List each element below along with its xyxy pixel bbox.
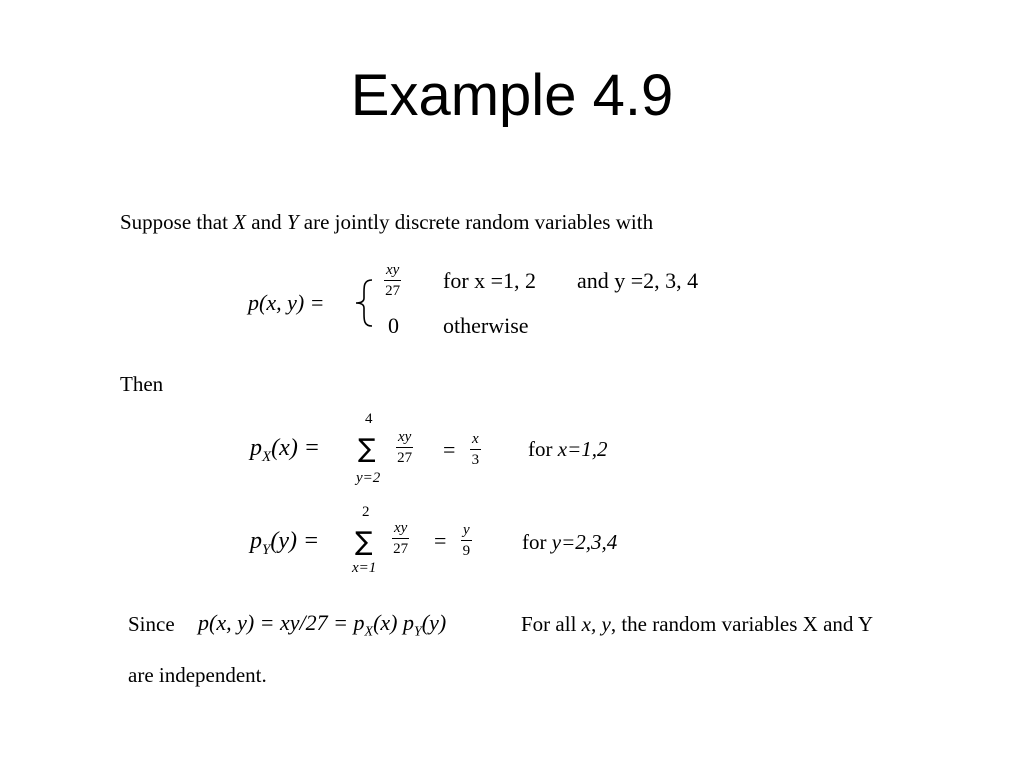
conclusion-for-all-suffix: , the random variables X and Y bbox=[610, 612, 874, 636]
marginal-x-frac2-den: 3 bbox=[471, 452, 480, 468]
marginal-y-frac2-num: y bbox=[461, 523, 472, 541]
marginal-x-sub: X bbox=[262, 448, 272, 465]
intro-and: and bbox=[246, 210, 287, 234]
joint-pmf-lhs: p(x, y) = bbox=[248, 290, 325, 315]
marginal-y-lhs bbox=[250, 528, 319, 559]
joint-case1-cond-a: for x =1, 2 bbox=[443, 268, 537, 293]
conclusion-eq-mid: (x) p bbox=[373, 610, 414, 635]
marginal-y-cond-prefix: for bbox=[522, 530, 552, 554]
conclusion-line2: are independent. bbox=[128, 663, 267, 687]
marginal-x-sum-lower: y=2 bbox=[356, 470, 381, 486]
summation-icon: ∑ bbox=[358, 434, 376, 464]
marginal-x-cond-value: x=1,2 bbox=[557, 437, 608, 461]
conclusion-for-all-vars: x, y bbox=[581, 612, 611, 636]
marginal-x-sum-upper: 4 bbox=[365, 411, 373, 427]
marginal-x-cond-prefix: for bbox=[528, 437, 558, 461]
joint-frac-den: 27 bbox=[385, 283, 401, 299]
conclusion-sub-y: Y bbox=[414, 624, 422, 640]
piecewise-brace-icon bbox=[342, 278, 382, 328]
marginal-y-condition bbox=[522, 530, 617, 555]
marginal-x-condition bbox=[528, 437, 608, 462]
marginal-y-sum-upper: 2 bbox=[362, 504, 370, 520]
marginal-y-sum-lower: x=1 bbox=[352, 560, 377, 576]
conclusion-eq-end: (y) bbox=[421, 610, 447, 635]
conclusion-for-all-prefix: For all bbox=[521, 612, 582, 636]
intro-sentence bbox=[120, 210, 653, 235]
slide-title: Example 4.9 bbox=[350, 63, 674, 128]
intro-suffix: are jointly discrete random variables with bbox=[298, 210, 654, 234]
marginal-x-frac1-den: 27 bbox=[397, 450, 413, 466]
intro-var-y: Y bbox=[286, 210, 299, 234]
conclusion-since: Since bbox=[128, 612, 175, 636]
joint-pmf-fraction bbox=[384, 263, 401, 299]
marginal-x-frac2 bbox=[470, 432, 481, 468]
marginal-y-frac1-num: xy bbox=[392, 521, 409, 539]
conclusion-for-all bbox=[521, 612, 873, 637]
marginal-x-arg: (x) = bbox=[271, 435, 321, 461]
marginal-y-frac1-den: 27 bbox=[393, 541, 409, 557]
intro-prefix: Suppose that bbox=[120, 210, 234, 234]
marginal-x-lhs bbox=[250, 435, 320, 466]
marginal-y-frac1 bbox=[392, 521, 409, 557]
marginal-y-p: p bbox=[250, 528, 262, 554]
then-label: Then bbox=[120, 372, 164, 396]
marginal-x-frac1-num: xy bbox=[396, 430, 413, 448]
intro-var-x: X bbox=[233, 210, 246, 234]
marginal-y-cond-value: y=2,3,4 bbox=[551, 530, 618, 554]
joint-case2-cond: otherwise bbox=[443, 313, 529, 338]
marginal-y-sub: Y bbox=[262, 541, 271, 558]
conclusion-equation bbox=[198, 610, 446, 640]
summation-icon: ∑ bbox=[355, 527, 373, 557]
marginal-y-frac2 bbox=[461, 523, 472, 559]
joint-case1-cond-b: and y =2, 3, 4 bbox=[577, 268, 699, 293]
conclusion-eq-main: p(x, y) = xy/27 = p bbox=[198, 610, 365, 635]
marginal-x-frac1 bbox=[396, 430, 413, 466]
marginal-x-p: p bbox=[250, 435, 262, 461]
joint-frac-num: xy bbox=[384, 263, 401, 281]
conclusion-sub-x: X bbox=[364, 624, 374, 640]
marginal-y-eq: = bbox=[434, 528, 447, 553]
marginal-x-frac2-num: x bbox=[470, 432, 481, 450]
marginal-x-eq: = bbox=[443, 437, 456, 462]
marginal-y-frac2-den: 9 bbox=[462, 543, 471, 559]
joint-case2-value: 0 bbox=[388, 313, 399, 338]
marginal-y-arg: (y) = bbox=[270, 528, 320, 554]
